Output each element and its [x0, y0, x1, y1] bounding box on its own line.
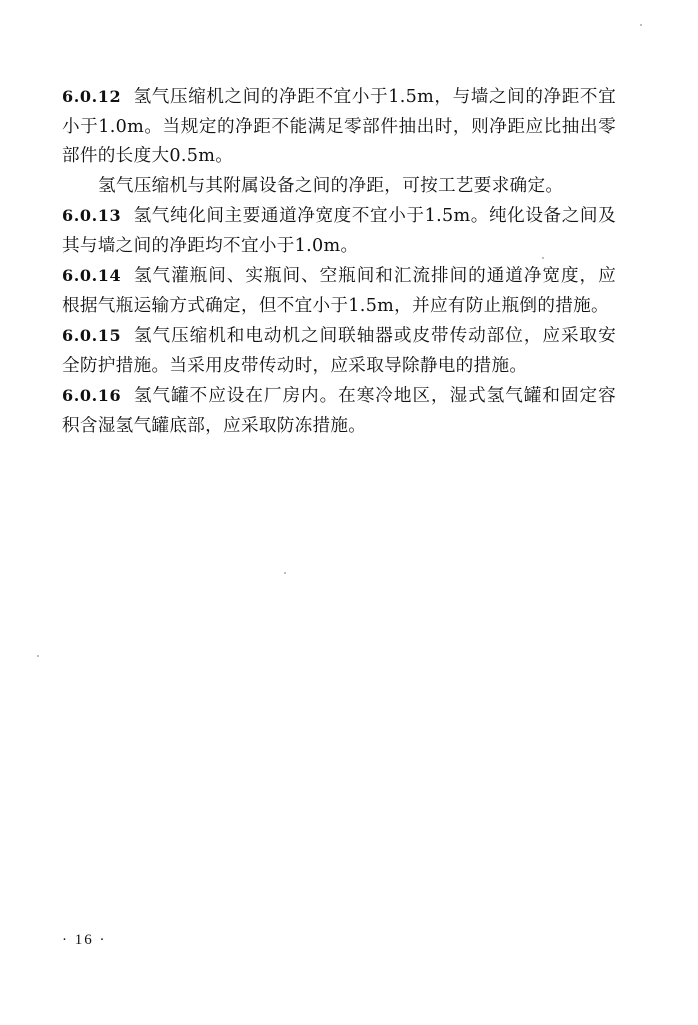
- page-number: · 16 ·: [62, 932, 107, 948]
- clause-text: 氢气纯化间主要通道净宽度不宜小于1.5m。纯化设备之间及其与墙之间的净距均不宜小于1.0m。: [62, 206, 616, 256]
- clause-6-0-13: [62, 201, 616, 261]
- clause-number: 6.0.13: [62, 206, 122, 225]
- clause-number: 6.0.16: [62, 386, 122, 405]
- clause-6-0-12-continuation: [62, 172, 616, 202]
- clause-6-0-12: [62, 82, 616, 172]
- scan-speck: [640, 24, 642, 26]
- clause-6-0-14: [62, 261, 616, 321]
- clause-6-0-16: [62, 381, 616, 441]
- clause-text: 氢气罐不应设在厂房内。在寒冷地区，湿式氢气罐和固定容积含湿氢气罐底部，应采取防冻措施。: [62, 386, 616, 436]
- clause-6-0-15: [62, 321, 616, 381]
- clause-text: 氢气压缩机与其附属设备之间的净距，可按工艺要求确定。: [98, 175, 564, 196]
- scan-speck: [37, 655, 39, 657]
- clause-text: 氢气压缩机和电动机之间联轴器或皮带传动部位，应采取安全防护措施。当采用皮带传动时，应采取导除静电的措施。: [62, 326, 616, 376]
- scan-speck: [542, 257, 544, 259]
- clause-number: 6.0.14: [62, 266, 122, 285]
- clause-text: 氢气灌瓶间、实瓶间、空瓶间和汇流排间的通道净宽度，应根据气瓶运输方式确定，但不宜小于1.5m，并应有防止瓶倒的措施。: [62, 266, 616, 316]
- clause-number: 6.0.15: [62, 326, 122, 345]
- scan-speck: [284, 572, 286, 574]
- clause-number: 6.0.12: [62, 87, 122, 106]
- clause-text: 氢气压缩机之间的净距不宜小于1.5m，与墙之间的净距不宜小于1.0m。当规定的净距不能满足零部件抽出时，则净距应比抽出零部件的长度大0.5m。: [62, 87, 616, 166]
- document-body: [62, 82, 616, 441]
